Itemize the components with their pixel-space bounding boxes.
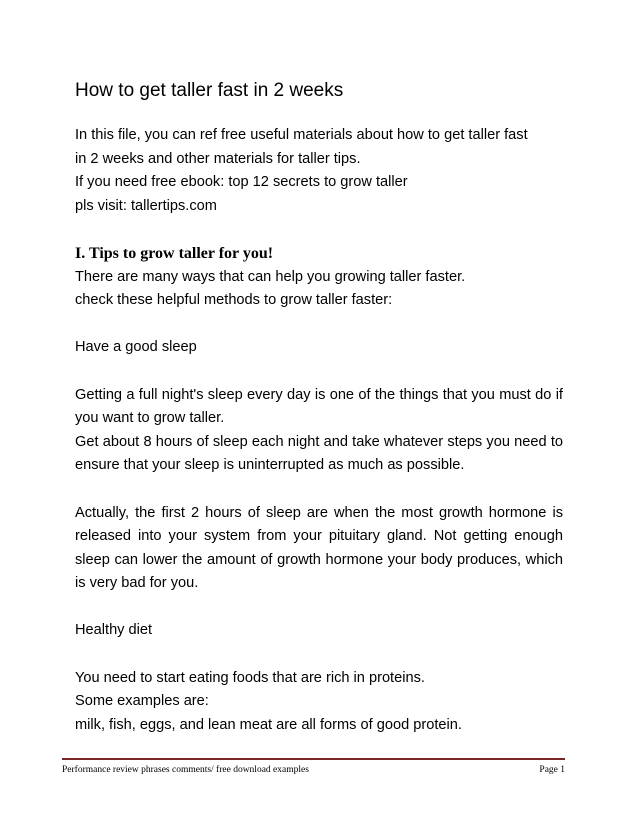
sleep-paragraph-2: Get about 8 hours of sleep each night and take whatever steps you need to ensure that your sleep is uninterrupted as much as possible.	[75, 433, 563, 474]
diet-line: milk, fish, eggs, and lean meat are all forms of good protein.	[75, 716, 462, 733]
page-number: Page 1	[539, 765, 565, 775]
diet-line: You need to start eating foods that are rich in proteins.	[75, 669, 425, 686]
section-heading: I. Tips to grow taller for you!	[75, 244, 274, 262]
intro-line: in 2 weeks and other materials for taller tips.	[75, 150, 361, 167]
footer-rule	[62, 758, 565, 760]
diet-line: Some examples are:	[75, 693, 209, 710]
section-intro-line: check these helpful methods to grow taller faster:	[75, 292, 393, 309]
intro-line: pls visit: tallertips.com	[75, 197, 217, 214]
intro-line: In this file, you can ref free useful materials about how to get taller fast	[75, 127, 528, 143]
page-content	[75, 78, 563, 737]
diet-heading: Healthy diet	[75, 622, 153, 639]
document-title: How to get taller fast in 2 weeks	[75, 80, 344, 101]
footer-text: Performance review phrases comments/ free download examples	[62, 765, 309, 775]
section-intro-line: There are many ways that can help you growing taller faster.	[75, 268, 466, 285]
sleep-paragraph-1: Getting a full night's sleep every day is one of the things that you must do if you want to grow taller.	[75, 386, 563, 427]
sleep-paragraph-3: Actually, the first 2 hours of sleep are when the most growth hormone is released into your system from your pituitary gland. Not getting enough sleep can lower the amount of growth hormone your body produces, which is very bad for you.	[75, 504, 563, 592]
sleep-heading: Have a good sleep	[75, 339, 197, 356]
intro-line: If you need free ebook: top 12 secrets to grow taller	[75, 174, 408, 191]
